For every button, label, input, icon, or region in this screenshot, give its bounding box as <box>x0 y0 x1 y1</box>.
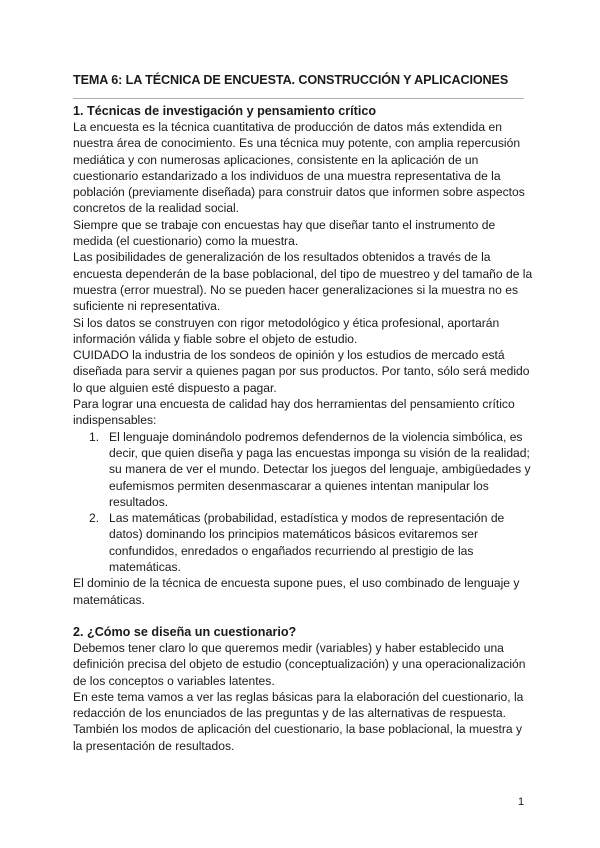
section-2-heading: 2. ¿Cómo se diseña un cuestionario? <box>73 624 297 639</box>
paragraph: CUIDADO la industria de los sondeos de opinión y los estudios de mercado está diseñada para servir a quienes pagan por sus productos. Por tanto, sólo será medido lo que alguien esté dispuesto a pagar. <box>73 348 530 395</box>
paragraph: Las posibilidades de generalización de los resultados obtenidos a través de la encuesta dependerán de la base poblacional, del tipo de muestreo y del tamaño de la muestra (error muestral). No se pueden hacer generalizaciones si la muestra no es suficiente ni representativa. <box>73 250 533 314</box>
section-spacer <box>73 608 533 624</box>
list-item <box>73 510 533 575</box>
title-divider <box>73 98 524 99</box>
document-title: TEMA 6: LA TÉCNICA DE ENCUESTA. CONSTRUCCIÓN Y APLICACIONES <box>73 73 509 87</box>
paragraph: Debemos tener claro lo que queremos medir (variables) y haber establecido una definición precisa del objeto de estudio (conceptualización) y una operacionalización de los conceptos o variables latentes. <box>73 640 526 688</box>
paragraph: En este tema vamos a ver las reglas básicas para la elaboración del cuestionario, la redacción de los enunciados de las preguntas y de las alternativas de respuesta. <box>73 689 524 721</box>
list-item-number: 2. <box>89 511 100 526</box>
section-1-heading: 1. Técnicas de investigación y pensamiento crítico <box>73 104 377 118</box>
list-item-text: El lenguaje dominándolo podremos defendernos de la violencia simbólica, es decir, que quien diseña y paga las encuestas imponga su visión de la realidad; su manera de ver el mundo. Detectar los juegos del lenguaje, ambigüedades y eufemismos permiten desenmascarar a quienes intentan manipular los resultados. <box>109 429 531 509</box>
paragraph: Siempre que se trabaje con encuestas hay que diseñar tanto el instrumento de medida (el cuestionario) como la muestra. <box>73 217 496 249</box>
list-item-text: Las matemáticas (probabilidad, estadística y modos de representación de datos) dominando los principios matemáticos básicos evitaremos ser confundidos, enredados o engañados recurriendo al prestigio de las matemáticas. <box>109 511 505 575</box>
list-item <box>73 429 533 510</box>
document-page <box>73 72 533 754</box>
tools-list <box>73 429 533 576</box>
paragraph: También los modos de aplicación del cuestionario, la base poblacional, la muestra y la presentación de resultados. <box>73 722 523 753</box>
paragraph: El dominio de la técnica de encuesta supone pues, el uso combinado de lenguaje y matemáticas. <box>73 576 520 607</box>
paragraph: La encuesta es la técnica cuantitativa de producción de datos más extendida en nuestra área de conocimiento. Es una técnica muy potente, con amplia repercusión mediática y con numerosas aplicaciones, consistente en la aplicación de un cuestionario estandarizado a los individuos de una muestra representativa de la población (previamente diseñada) para construir datos que informen sobre aspectos concretos de la realidad social. <box>73 120 525 216</box>
list-item-number: 1. <box>89 429 100 444</box>
page-number: 1 <box>518 796 525 808</box>
paragraph: Para lograr una encuesta de calidad hay dos herramientas del pensamiento crítico indispensables: <box>73 397 515 428</box>
paragraph: Si los datos se construyen con rigor metodológico y ética profesional, aportarán información válida y fiable sobre el objeto de estudio. <box>73 315 500 346</box>
